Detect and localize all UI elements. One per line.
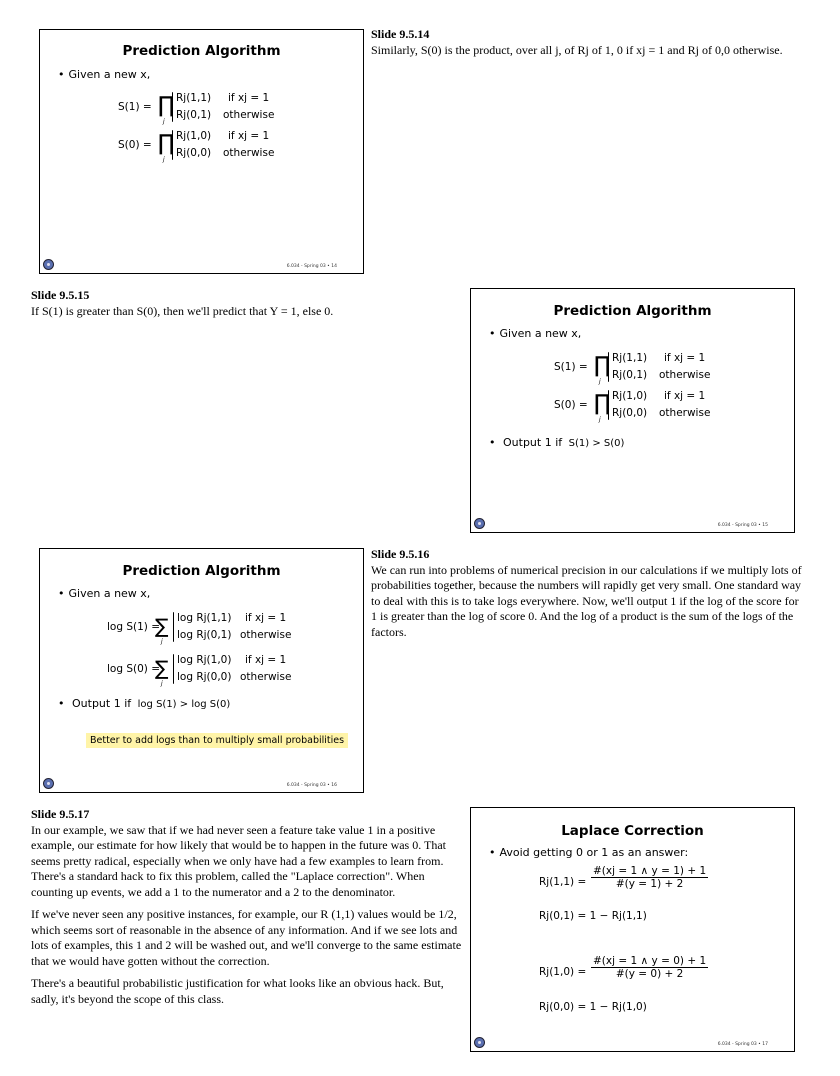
mit-logo-icon: [474, 518, 485, 529]
index-j: j: [161, 638, 163, 645]
r00-equation: Rj(0,0) = 1 − Rj(1,0): [539, 1001, 647, 1013]
s1-cond2: otherwise: [659, 369, 711, 381]
output-expression: S(1) > S(0): [568, 438, 625, 449]
log-s1-equation: [95, 610, 355, 650]
r10-fraction: [591, 955, 708, 980]
slide-title: Prediction Algorithm: [553, 303, 712, 319]
slide-bullet: • Given a new x,: [489, 327, 581, 340]
brace: [173, 654, 174, 684]
s0-cond1: if xj = 1: [664, 390, 706, 402]
log-s0-lhs: log S(0) =: [107, 663, 161, 675]
slide-bullet-output: [489, 436, 624, 449]
notes-heading: Slide 9.5.16: [371, 547, 430, 561]
log-s0-case1: log Rj(1,0): [177, 654, 232, 666]
brace: [608, 390, 609, 420]
log-s0-case2: log Rj(0,0): [177, 671, 232, 683]
brace: [172, 92, 173, 122]
slide-footer: 6.034 - Spring 03 • 15: [717, 523, 768, 528]
s1-lhs: S(1) =: [118, 101, 152, 113]
s1-equation: [110, 90, 350, 130]
r11-equation: [539, 865, 789, 901]
r11-numerator: #(xj = 1 ∧ y = 1) + 1: [593, 865, 707, 877]
s1-cond1: if xj = 1: [228, 92, 270, 104]
notes-paragraph-2: If we've never seen any positive instances, for example, our R (1,1) values would be 1/2, which seems sort of reasonable in the absence of any information. And if we see lots and lots of examples, this 1 and 2 will be washed out, and we'll converge to the same estimate that we would have gotten without the correction.: [31, 907, 462, 968]
s0-lhs: S(0) =: [118, 139, 152, 151]
slide-17-notes: [31, 807, 463, 1014]
log-s1-cond1: if xj = 1: [245, 612, 287, 624]
s1-case2: Rj(0,1): [176, 109, 212, 121]
log-s0-equation: [95, 652, 355, 692]
notes-heading: Slide 9.5.15: [31, 288, 90, 302]
brace: [173, 612, 174, 642]
log-s0-cond1: if xj = 1: [245, 654, 287, 666]
index-j: j: [161, 680, 163, 687]
slide-bullet: • Given a new x,: [58, 587, 150, 600]
r10-numerator: #(xj = 1 ∧ y = 0) + 1: [593, 955, 707, 967]
slide-15-notes: [31, 288, 451, 319]
s0-cond1: if xj = 1: [228, 130, 270, 142]
s1-case1: Rj(1,1): [612, 352, 648, 364]
s1-cond2: otherwise: [223, 109, 275, 121]
highlight-note: Better to add logs than to multiply small probabilities: [86, 733, 348, 748]
output-label: Output 1 if: [503, 436, 563, 449]
r10-denominator: #(y = 0) + 2: [615, 968, 684, 980]
r11-fraction: [591, 865, 708, 890]
log-s1-cond2: otherwise: [240, 629, 292, 641]
notes-heading: Slide 9.5.14: [371, 27, 430, 41]
slide-footer: 6.034 - Spring 03 • 17: [717, 1042, 768, 1047]
log-s1-case1: log Rj(1,1): [177, 612, 232, 624]
slide-footer: 6.034 - Spring 03 • 16: [286, 783, 337, 788]
index-j: j: [163, 118, 165, 125]
slide-14-notes: [371, 27, 811, 58]
slide-title: Prediction Algorithm: [122, 43, 281, 59]
index-j: j: [599, 416, 601, 423]
s0-case2: Rj(0,0): [176, 147, 212, 159]
product-symbol: ∏: [594, 391, 611, 416]
notes-body: Similarly, S(0) is the product, over all j, of Rj of 1, 0 if xj = 1 and Rj of 0,0 otherwise.: [371, 42, 783, 57]
output-label: Output 1 if: [72, 697, 132, 710]
brace: [608, 352, 609, 382]
s1-cond1: if xj = 1: [664, 352, 706, 364]
s0-cond2: otherwise: [223, 147, 275, 159]
mit-logo-icon: [474, 1037, 485, 1048]
s0-equation: [110, 128, 350, 168]
r01-equation: Rj(0,1) = 1 − Rj(1,1): [539, 910, 647, 922]
s0-equation: [546, 388, 786, 428]
product-symbol: ∏: [158, 93, 175, 118]
r11-denominator: #(y = 1) + 2: [615, 878, 684, 890]
s0-case1: Rj(1,0): [612, 390, 648, 402]
slide-14: [39, 29, 364, 274]
notes-paragraph-1: In our example, we saw that if we had never seen a feature take value 1 in a positive example, our estimate for how likely that would be to happen in the future was 0. That seems pretty radical, especially when we only have had a few examples to learn from. There's a standard hack to fix this problem, called the "Laplace correction". When counting up events, we add a 1 to the numerator and a 2 to the denominator.: [31, 822, 447, 899]
s1-equation: [546, 350, 786, 390]
slide-footer: 6.034 - Spring 03 • 14: [286, 264, 337, 269]
brace: [172, 130, 173, 160]
notes-body: If S(1) is greater than S(0), then we'll predict that Y = 1, else 0.: [31, 303, 334, 318]
slide-title: Prediction Algorithm: [122, 563, 281, 579]
r10-equation: [539, 955, 789, 991]
slide-16: [39, 548, 364, 793]
slide-bullet: • Given a new x,: [58, 68, 150, 81]
product-symbol: ∏: [594, 353, 611, 378]
log-s1-case2: log Rj(0,1): [177, 629, 232, 641]
slide-15: [470, 288, 795, 533]
s0-lhs: S(0) =: [554, 399, 588, 411]
s1-lhs: S(1) =: [554, 361, 588, 373]
log-s0-cond2: otherwise: [240, 671, 292, 683]
s0-cond2: otherwise: [659, 407, 711, 419]
index-j: j: [599, 378, 601, 385]
slide-17: [470, 807, 795, 1052]
slide-bullet-output: [58, 697, 230, 710]
r10-lhs: Rj(1,0) =: [539, 966, 587, 978]
slide-title: Laplace Correction: [561, 823, 704, 839]
notes-body: We can run into problems of numerical precision in our calculations if we multiply lots of probabilities together, because the numbers will rapidly get very small. One standard way to deal with this is to take logs everywhere. Now, we'll output 1 if the log of the score for 1 is greater than the log of score 0. And the log of a product is the sum of the logs of the factors.: [371, 562, 802, 639]
sum-symbol: ∑: [155, 656, 169, 680]
s1-case1: Rj(1,1): [176, 92, 212, 104]
s1-case2: Rj(0,1): [612, 369, 648, 381]
r11-lhs: Rj(1,1) =: [539, 876, 587, 888]
mit-logo-icon: [43, 778, 54, 789]
slide-bullet: • Avoid getting 0 or 1 as an answer:: [489, 846, 688, 859]
s0-case2: Rj(0,0): [612, 407, 648, 419]
log-s1-lhs: log S(1) =: [107, 621, 161, 633]
index-j: j: [163, 156, 165, 163]
notes-heading: Slide 9.5.17: [31, 807, 90, 821]
sum-symbol: ∑: [155, 614, 169, 638]
s0-case1: Rj(1,0): [176, 130, 212, 142]
notes-paragraph-3: There's a beautiful probabilistic justification for what looks like an obvious hack. But, sadly, it's beyond the scope of this class.: [31, 976, 444, 1006]
slide-16-notes: [371, 547, 806, 640]
product-symbol: ∏: [158, 131, 175, 156]
mit-logo-icon: [43, 259, 54, 270]
output-expression: log S(1) > log S(0): [137, 699, 231, 710]
